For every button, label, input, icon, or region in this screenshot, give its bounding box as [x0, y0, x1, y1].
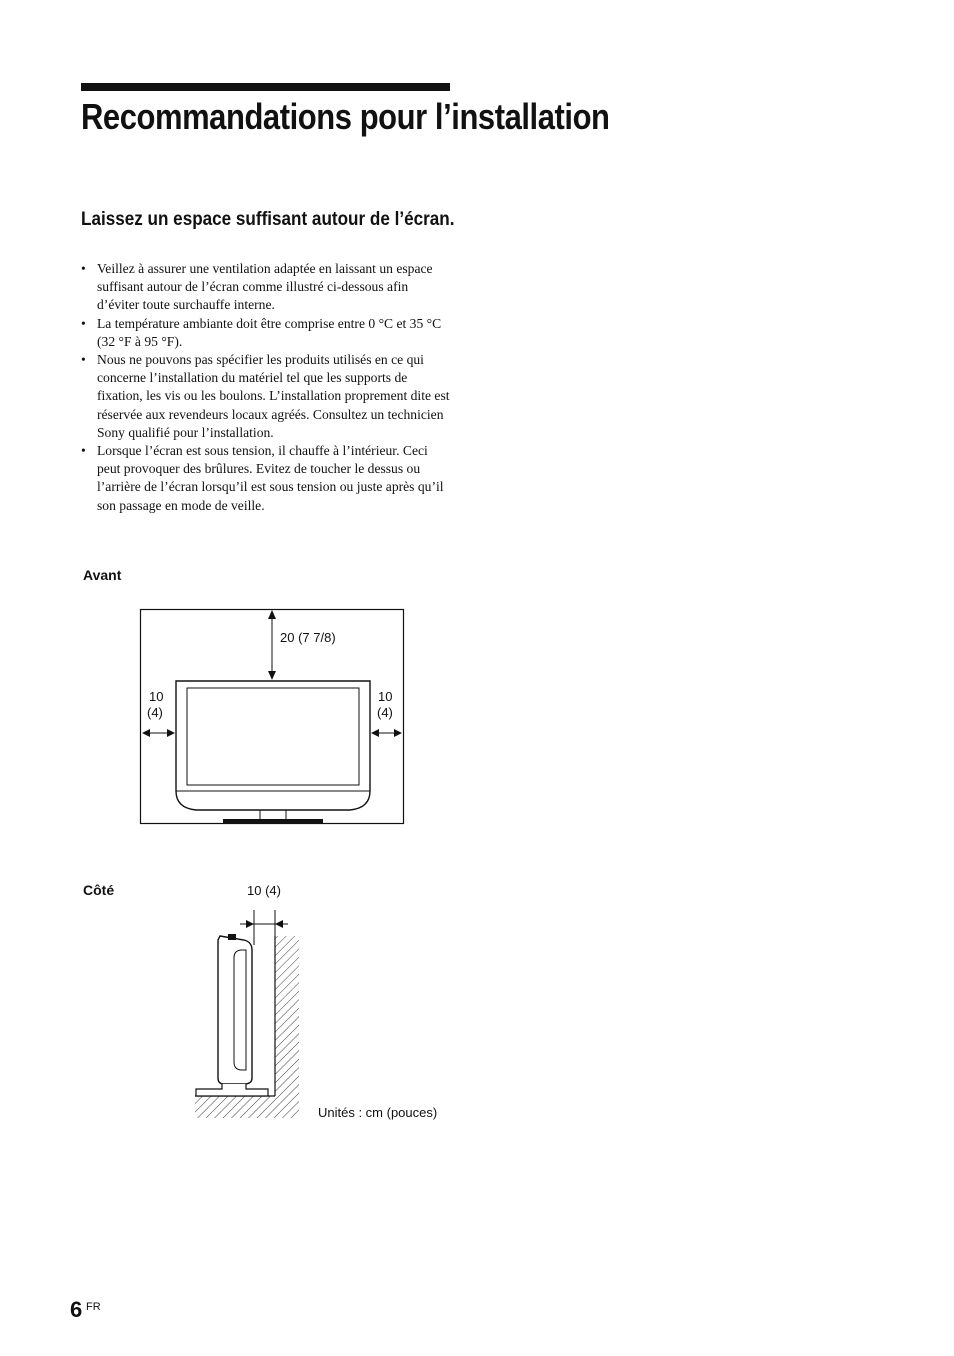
bullet-item: • Veillez à assurer une ventilation adaptée en laissant un espace suffisant autour de l’écran comme illustré ci-dessous afin d’éviter toute surchauffe interne. — [81, 260, 453, 315]
units-note: Unités : cm (pouces) — [318, 1105, 438, 1120]
back-clearance-arrow — [240, 910, 288, 945]
side-view-label: Côté — [83, 882, 115, 898]
right-clearance-inches: (4) — [377, 705, 393, 720]
right-clearance-arrow — [371, 729, 402, 737]
tv-front-icon — [176, 681, 370, 823]
left-clearance-value: 10 — [149, 689, 164, 704]
front-view-label: Avant — [83, 567, 122, 583]
bullet-item: • Lorsque l’écran est sous tension, il chauffe à l’intérieur. Ceci peut provoquer des brûlures. Evitez de toucher le dessus ou l’arrière de l’écran lorsqu’il est sous tension ou juste après qu’il son passage en mode de veille. — [81, 442, 453, 515]
page-title — [81, 94, 610, 140]
section-subtitle — [81, 207, 454, 232]
page-language: FR — [86, 1301, 101, 1313]
page-title-text: Recommandations pour l’installation — [81, 96, 610, 137]
section-subtitle-text: Laissez un espace suffisant autour de l’écran. — [81, 209, 455, 230]
bullet-item: • Nous ne pouvons pas spécifier les produits utilisés en ce qui concerne l’installation du matériel tel que les supports de fixation, les vis ou les boulons. L’installation proprement dite est réservée aux revendeurs locaux agréés. Consultez un technicien Sony qualifié pour l’installation. — [81, 351, 453, 442]
left-clearance-inches: (4) — [147, 705, 163, 720]
bullet-item: • La température ambiante doit être comprise entre 0 °C et 35 °C (32 °F à 95 °F). — [81, 315, 453, 351]
bullet-list — [81, 260, 453, 515]
title-rule — [81, 83, 450, 91]
clearance-box — [141, 610, 404, 824]
back-clearance-label: 10 (4) — [247, 883, 281, 898]
top-clearance-arrow — [268, 610, 276, 680]
tv-side-icon — [196, 934, 268, 1096]
left-clearance-arrow — [142, 729, 175, 737]
floor-hatching — [195, 1096, 275, 1118]
right-clearance-value: 10 — [378, 689, 393, 704]
page-number: 6 — [70, 1297, 83, 1322]
top-clearance-label: 20 (7 7/8) — [280, 630, 336, 645]
wall-hatching — [275, 936, 299, 1118]
